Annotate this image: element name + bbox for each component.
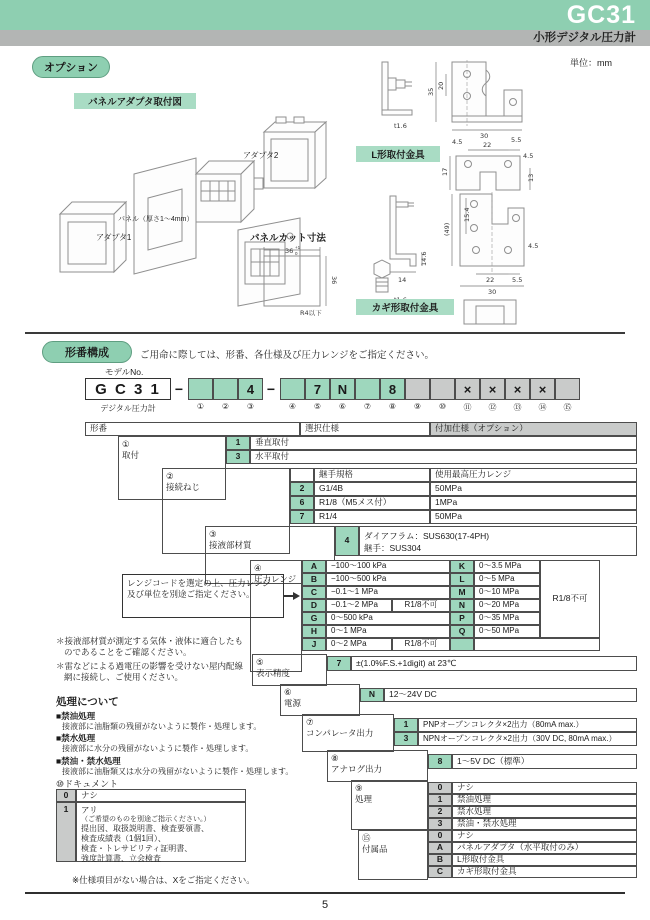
- range-code-M: M: [450, 586, 474, 599]
- spec-treatment-name: 処理: [355, 794, 373, 805]
- range-desc-A: −100～100 kPa: [326, 560, 450, 573]
- model-pos-14: ⑭: [538, 403, 547, 412]
- treatment-code-3: 3: [428, 818, 452, 830]
- model-pos-3: ③: [246, 402, 255, 411]
- wetted-desc-line1: ダイアフラム：SUS630(17-4PH): [364, 531, 490, 541]
- panel-cut-tol-sub: 0: [295, 251, 298, 256]
- dim-l-30: 30: [480, 132, 489, 140]
- range-desc-J: 0～2 MPa: [326, 638, 392, 651]
- accessory-desc-C: カギ形取付金具: [452, 866, 637, 878]
- accessory-desc-B: L形取付金具: [452, 854, 637, 866]
- spec-comparator-label: [302, 714, 394, 752]
- panel-cut-tol-sup: +1: [295, 245, 301, 250]
- wetted-code: 4: [335, 526, 359, 556]
- spec-accuracy-num: ⑤: [256, 657, 264, 667]
- section-divider: [25, 332, 625, 334]
- range-desc-K: 0～3.5 MPa: [474, 560, 540, 573]
- panel-cut-dim-side: 36: [330, 276, 338, 285]
- model-cell-15: [555, 378, 580, 400]
- thread-max-2: 50MPa: [430, 482, 637, 496]
- accuracy-desc: ±(1.0%F.S.+1digit) at 23℃: [351, 656, 637, 671]
- range-code-K: K: [450, 560, 474, 573]
- model-cell-13: ×: [505, 378, 530, 400]
- model-cell-11: ×: [455, 378, 480, 400]
- bottom-note: ※仕様項目がない場合は、Xをご指定ください。: [72, 875, 255, 885]
- dim-l-17: 17: [441, 167, 449, 176]
- comparator-code-3: 3: [394, 732, 418, 746]
- hook-bracket-side-view: [374, 196, 428, 304]
- thread-header-spec: 継手規格: [314, 468, 430, 482]
- model-cell-6: N: [330, 378, 355, 400]
- treatment-desc-0: ナシ: [452, 782, 637, 794]
- range-code-D: D: [302, 599, 326, 612]
- spec-thread-num: ②: [166, 471, 174, 481]
- model-cell-8: 8: [380, 378, 405, 400]
- treatment-title-water: ■禁水処理: [56, 733, 96, 744]
- thread-desc-7: R1/4: [314, 510, 430, 524]
- model-no-label: モデルNo.: [105, 367, 144, 377]
- power-desc: 12～24V DC: [384, 688, 637, 702]
- spec-accuracy-label: [252, 654, 327, 686]
- spec-mounting-num: ①: [122, 439, 130, 449]
- dim-h-154: 15.4: [463, 207, 471, 222]
- treatment-title-oil: ■禁油処理: [56, 711, 96, 721]
- wetted-desc: [359, 526, 637, 556]
- header-band: [0, 0, 650, 30]
- l-bracket-label: L形取付金具: [356, 146, 440, 162]
- accessory-code-A: A: [428, 842, 452, 854]
- model-pos-11: ⑪: [463, 403, 472, 412]
- model-cell-10: [430, 378, 455, 400]
- spec-analog-num: ⑧: [331, 753, 339, 763]
- l-bracket-lower-view: [441, 136, 535, 190]
- model-cell-7: [355, 378, 380, 400]
- model-pos-9: ⑨: [413, 402, 422, 411]
- panel-thickness-note: パネル（厚さ1～4mm）: [118, 216, 194, 223]
- model-cell-1: [188, 378, 213, 400]
- spec-accessory-num: ⑮: [362, 833, 371, 843]
- treatment-title-both: ■禁油・禁水処理: [56, 755, 121, 766]
- document-desc-1: [76, 802, 246, 862]
- model-cell-3: 4: [238, 378, 263, 400]
- document-ari-title: アリ: [81, 805, 98, 815]
- col-header-option: 付加仕様（オプション）: [430, 422, 637, 436]
- mounting-desc-1: 垂直取付: [250, 436, 637, 450]
- range-desc-D: −0.1～2 MPa: [326, 599, 392, 612]
- model-pos-8: ⑧: [388, 402, 397, 411]
- model-pos-7: ⑦: [363, 402, 372, 411]
- dim-l-55: 5.5: [511, 136, 522, 144]
- spec-range-num: ④: [254, 563, 262, 573]
- document-ari-d2: 検査成績表（1個1回）、: [81, 834, 166, 844]
- panel-cut-title: パネルカット寸法: [250, 233, 326, 244]
- spec-range-name: 圧力レンジ: [254, 574, 297, 585]
- spec-accessory-name: 付属品: [362, 844, 388, 855]
- spec-treatment-num: ⑨: [355, 783, 363, 793]
- model-pos-10: ⑩: [438, 402, 447, 411]
- range-code-Q: Q: [450, 625, 474, 638]
- panel-cut-drawing: [252, 244, 352, 318]
- accessory-code-0: 0: [428, 830, 452, 842]
- treatment-code-0: 0: [428, 782, 452, 794]
- spec-analog-name: アナログ出力: [331, 764, 383, 775]
- col-header-select: 選択仕様: [300, 422, 430, 436]
- document-label: ⑩ドキュメント: [56, 779, 119, 789]
- range-code-J: J: [302, 638, 326, 651]
- col-header-model: 形番: [85, 422, 300, 436]
- panel-cut-radius: R4以下: [300, 309, 322, 317]
- comparator-desc-3: NPNオープンコレクタ×2出力（30V DC, 80mA max.）: [418, 732, 637, 746]
- document-ari-d3: 検査・トレサビリティ証明書、: [81, 844, 193, 854]
- treatment-code-1: 1: [428, 794, 452, 806]
- range-code-blank: [450, 638, 474, 651]
- model-pos-2: ②: [221, 402, 230, 411]
- model-pos-12: ⑫: [488, 403, 497, 412]
- dim-l-t: t1.6: [394, 122, 407, 130]
- model-instruction: ご用命に際しては、形番、各仕様及び圧力レンジをご指定ください。: [140, 350, 435, 361]
- model-base-code: G C 3 1: [85, 378, 171, 400]
- panel-adapter-title: パネルアダプタ取付図: [74, 93, 196, 109]
- dim-h-45: 4.5: [528, 242, 539, 250]
- dim-h-22: 22: [486, 276, 495, 284]
- thread-code-7: 7: [290, 510, 314, 524]
- range-desc-Q: 0～50 MPa: [474, 625, 540, 638]
- treatment-desc-oil: 接液部に油脂類の残留がないように製作・処理します。: [62, 722, 262, 732]
- page-subtitle: 小形デジタル圧力計: [533, 32, 636, 44]
- accessory-desc-A: パネルアダプタ（水平取付のみ）: [452, 842, 637, 854]
- range-desc-M: 0～10 MPa: [474, 586, 540, 599]
- document-code-1: 1: [56, 802, 76, 862]
- range-code-B: B: [302, 573, 326, 586]
- accessory-code-C: C: [428, 866, 452, 878]
- model-pos-5: ⑤: [313, 402, 322, 411]
- l-bracket-front-view: [427, 60, 522, 140]
- model-pos-1: ①: [196, 402, 205, 411]
- range-desc-C: −0.1～1 MPa: [326, 586, 450, 599]
- model-base-caption: デジタル圧力計: [100, 404, 156, 413]
- callout-arrow-icon: [284, 591, 300, 601]
- spec-accuracy-name: 表示精度: [256, 668, 291, 679]
- adapter2-label: アダプタ2: [243, 151, 279, 160]
- thread-header-blank: [290, 468, 314, 482]
- spec-comparator-name: コンパレータ出力: [306, 728, 374, 739]
- power-code: N: [360, 688, 384, 702]
- dim-l-45b: 4.5: [523, 152, 534, 160]
- spec-power-name: 電源: [284, 698, 302, 709]
- dim-h-146: 14.6: [420, 251, 428, 266]
- model-cell-5: 7: [305, 378, 330, 400]
- range-code-C: C: [302, 586, 326, 599]
- range-note-D: R1/8不可: [392, 599, 450, 612]
- mounting-code-3: 3: [226, 450, 250, 464]
- treatment-desc-water: 接液部に水分の残留がないように製作・処理します。: [62, 744, 254, 754]
- spec-wetted-name: 接液部材質: [209, 540, 252, 551]
- spec-comparator-num: ⑦: [306, 717, 314, 727]
- thread-max-7: 50MPa: [430, 510, 637, 524]
- spec-power-num: ⑥: [284, 687, 292, 697]
- treatment-heading: 処理について: [56, 696, 119, 708]
- hook-bracket-bottom-view: [464, 300, 516, 324]
- spec-treatment-label: [351, 780, 428, 830]
- dim-h-49: (49): [443, 222, 451, 236]
- treatment-desc-3: 禁油・禁水処理: [452, 818, 637, 830]
- model-cell-12: ×: [480, 378, 505, 400]
- spec-accessory-label: [358, 830, 428, 880]
- model-pos-13: ⑬: [513, 403, 522, 412]
- thread-code-6: 6: [290, 496, 314, 510]
- dim-h-14: 14: [398, 276, 407, 284]
- footer-rule: [25, 892, 625, 894]
- document-ari-d1: 提出図、取扱説明書、検査要領書、: [81, 824, 209, 834]
- hook-bracket-front-view: [443, 192, 538, 296]
- note-star1: ＊接液部材質が測定する気体・液体に適合したものであることをご確認ください。: [56, 636, 244, 658]
- treatment-desc-1: 禁油処理: [452, 794, 637, 806]
- dim-l-22: 22: [483, 141, 492, 149]
- range-code-G: G: [302, 612, 326, 625]
- range-code-H: H: [302, 625, 326, 638]
- accessory-desc-0: ナシ: [452, 830, 637, 842]
- spec-thread-name: 接続ねじ: [166, 482, 201, 493]
- range-desc-blank: [474, 638, 600, 651]
- range-code-P: P: [450, 612, 474, 625]
- dim-l-13: 13: [527, 173, 535, 182]
- document-ari-d4: 強度計算書、立会検査: [81, 854, 161, 864]
- document-ari-sub: （ご希望のものを別途ご指示ください。）: [81, 815, 211, 823]
- comparator-desc-1: PNPオープンコレクタ×2出力（80mA max.）: [418, 718, 637, 732]
- range-desc-L: 0～5 MPa: [474, 573, 540, 586]
- range-code-A: A: [302, 560, 326, 573]
- option-badge: オプション: [32, 56, 110, 78]
- model-pos-6: ⑥: [338, 402, 347, 411]
- comparator-code-1: 1: [394, 718, 418, 732]
- model-pos-4: ④: [288, 402, 297, 411]
- l-bracket-drawing: [352, 60, 647, 198]
- treatment-code-2: 2: [428, 806, 452, 818]
- spec-mounting-name: 取付: [122, 450, 140, 461]
- range-right-note: R1/8不可: [540, 560, 600, 638]
- model-dash-2: −: [266, 381, 276, 397]
- spec-analog-label: [327, 750, 428, 782]
- document-code-0: 0: [56, 789, 76, 802]
- range-desc-B: −100～500 kPa: [326, 573, 450, 586]
- adapter1-label: アダプタ1: [96, 233, 132, 242]
- wetted-notes: [56, 636, 246, 686]
- document-desc-0: ナシ: [76, 789, 246, 802]
- dim-l-20: 20: [437, 81, 445, 90]
- unit-note: 単位：mm: [570, 58, 612, 68]
- treatment-notes: [56, 711, 302, 777]
- treatment-desc-2: 禁水処理: [452, 806, 637, 818]
- accuracy-code: 7: [327, 656, 351, 671]
- mounting-code-1: 1: [226, 436, 250, 450]
- page-title: GC31: [566, 1, 636, 29]
- thread-desc-6: R1/8（M5メス付）: [314, 496, 430, 510]
- model-cell-9: [405, 378, 430, 400]
- thread-header-maxrange: 使用最高圧力レンジ: [430, 468, 637, 482]
- wetted-desc-line2: 継手：SUS304: [364, 543, 422, 554]
- mounting-desc-3: 水平取付: [250, 450, 637, 464]
- accessory-code-B: B: [428, 854, 452, 866]
- dim-l-35: 35: [427, 87, 435, 96]
- range-desc-N: 0～20 MPa: [474, 599, 540, 612]
- model-cell-2: [213, 378, 238, 400]
- model-structure-badge: 形番構成: [42, 341, 132, 363]
- range-desc-P: 0～35 MPa: [474, 612, 540, 625]
- range-code-L: L: [450, 573, 474, 586]
- range-desc-H: 0～1 MPa: [326, 625, 450, 638]
- dim-l-45a: 4.5: [452, 138, 463, 146]
- model-cell-14: ×: [530, 378, 555, 400]
- dim-h-30: 30: [488, 288, 497, 296]
- note-star2: ＊雷などによる過電圧の影響を受けない屋内配線網に接続し、ご使用ください。: [56, 661, 244, 683]
- model-dash-1: −: [174, 381, 184, 397]
- thread-code-2: 2: [290, 482, 314, 496]
- range-callout: レンジコードを選定の上、圧力レンジ及び単位を別途ご指定ください。: [122, 574, 284, 618]
- thread-max-6: 1MPa: [430, 496, 637, 510]
- range-code-N: N: [450, 599, 474, 612]
- analog-code: 8: [428, 754, 452, 769]
- range-desc-G: 0～500 kPa: [326, 612, 450, 625]
- model-cell-4: [280, 378, 305, 400]
- analog-desc: 1～5V DC（標準）: [452, 754, 637, 769]
- spec-wetted-num: ③: [209, 529, 217, 539]
- hook-bracket-label: カギ形取付金具: [356, 299, 454, 315]
- l-bracket-side-view: [382, 62, 412, 130]
- thread-desc-2: G1/4B: [314, 482, 430, 496]
- treatment-desc-both: 接液部に油脂類又は水分の残留がないように製作・処理します。: [62, 766, 294, 776]
- page-number: 5: [321, 899, 329, 911]
- dim-h-55: 5.5: [512, 276, 523, 284]
- device-sketch: [196, 161, 268, 222]
- panel-cut-dim-top: 36: [285, 247, 294, 255]
- model-pos-15: ⑮: [563, 403, 572, 412]
- range-note-J: R1/8不可: [392, 638, 450, 651]
